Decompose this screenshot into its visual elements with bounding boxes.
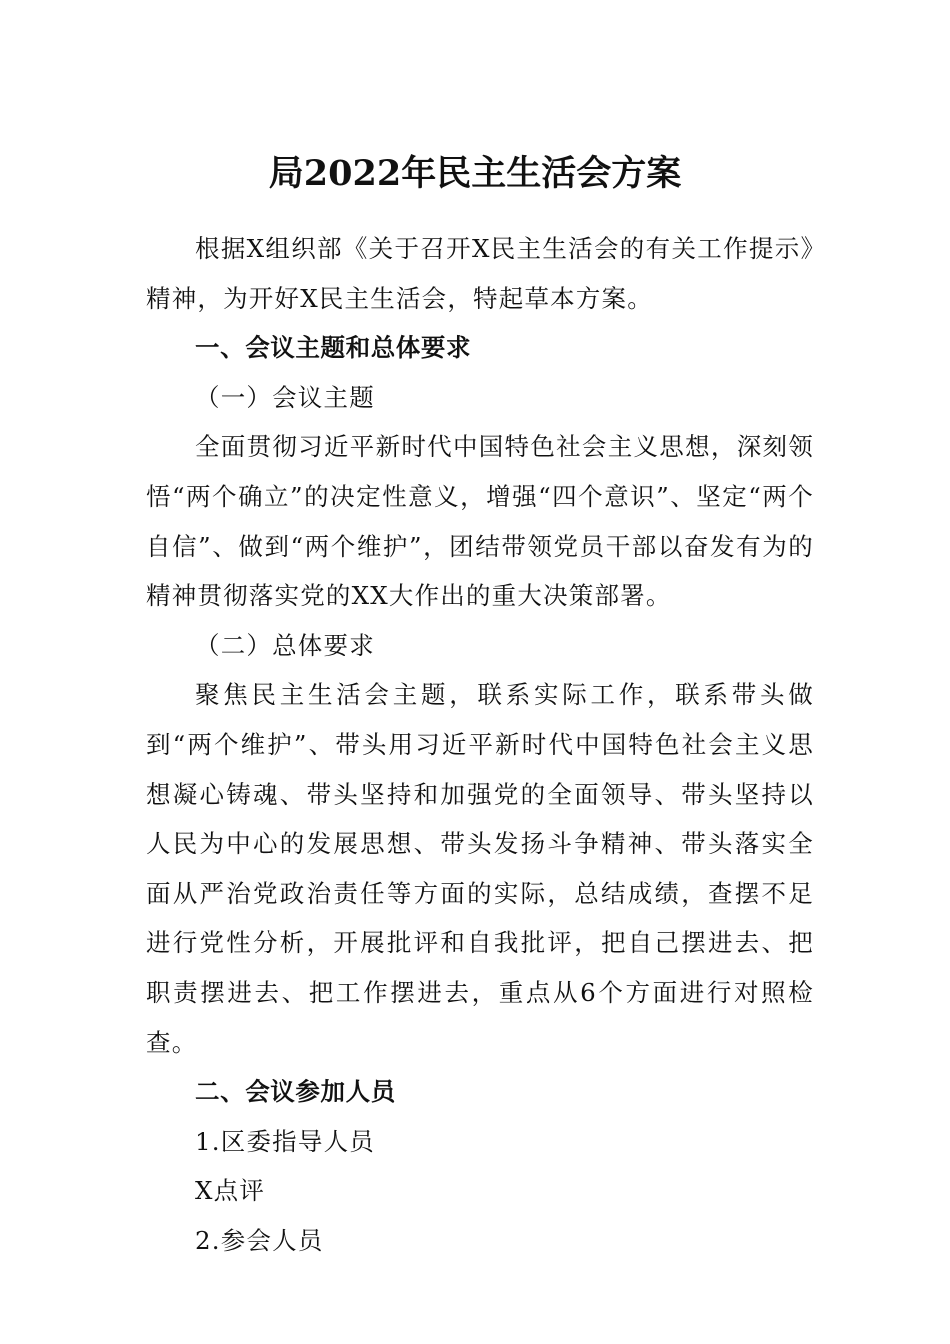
subsection-1-paragraph: 全面贯彻习近平新时代中国特色社会主义思想，深刻领悟“两个确立”的决定性意义，增强“四个意识”、坚定“两个自信”、做到“两个维护”，团结带领党员干部以奋发有为的精神贯彻落实党的XX大作出的重大决策部署。: [146, 432, 814, 611]
document-title: 局2022年民主生活会方案: [268, 153, 682, 194]
document-body: [146, 224, 814, 1265]
section-2-heading: 二、会议参加人员: [195, 1077, 396, 1107]
subsection-2-paragraph: 聚焦民主生活会主题，联系实际工作，联系带头做到“两个维护”、带头用习近平新时代中国特色社会主义思想凝心铸魂、带头坚持和加强党的全面领导、带头坚持以人民为中心的发展思想、带头发扬斗争精神、带头落实全面从严治党政治责任等方面的实际，总结成绩，查摆不足进行党性分析，开展批评和自我批评，把自己摆进去、把职责摆进去、把工作摆进去，重点从6个方面进行对照检查。: [146, 680, 814, 1057]
intro-paragraph: 根据X组织部《关于召开X民主生活会的有关工作提示》精神，为开好X民主生活会，特起草本方案。: [146, 234, 814, 313]
subsection-2-heading: （二）总体要求: [195, 630, 375, 660]
attendee-item-1: 1.区委指导人员: [195, 1126, 375, 1156]
attendee-item-2: 2.参会人员: [195, 1225, 324, 1255]
section-1-heading: 一、会议主题和总体要求: [195, 333, 472, 363]
subsection-1-heading: （一）会议主题: [195, 382, 375, 412]
attendee-item-1-note: X点评: [195, 1176, 266, 1206]
